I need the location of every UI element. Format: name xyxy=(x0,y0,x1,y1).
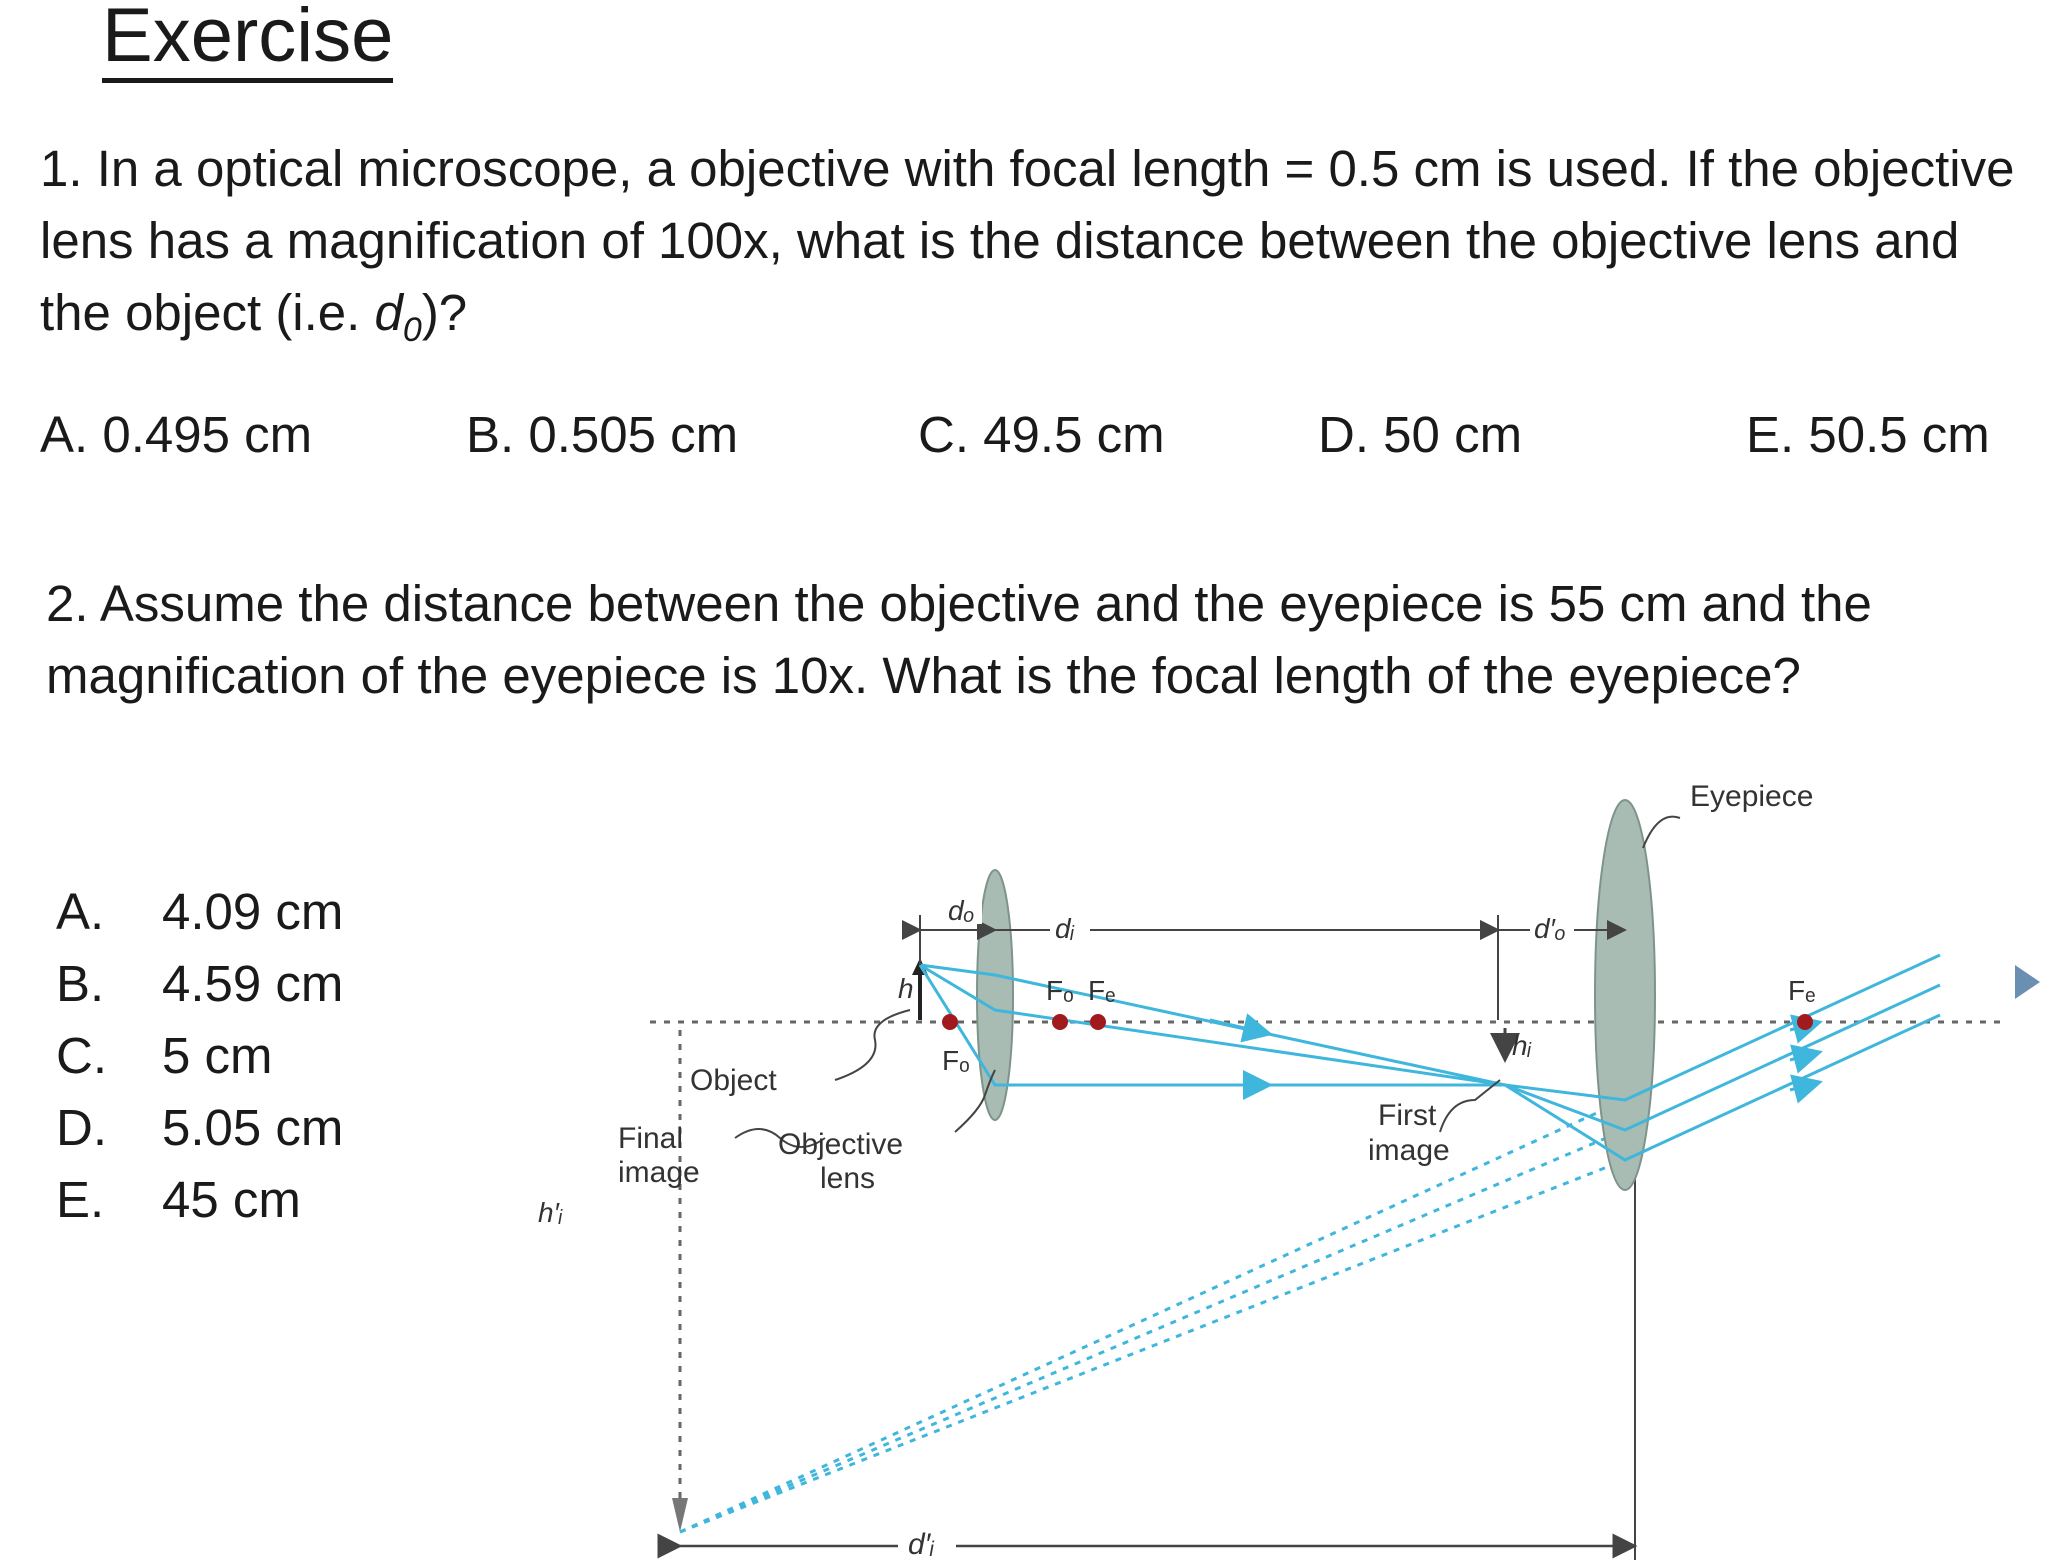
objective-label-2: lens xyxy=(820,1162,876,1195)
fo-right-label: Fₒ xyxy=(1046,975,1074,1006)
q1-choice-e: E. 50.5 cm xyxy=(1746,406,1990,463)
final-image-height-label: h′ᵢ xyxy=(538,1197,563,1228)
object-height-label: h xyxy=(898,973,914,1004)
q2-choice-c xyxy=(56,1020,343,1092)
eyepiece-label: Eyepiece xyxy=(1690,780,1814,813)
final-image-arrow xyxy=(672,1498,688,1532)
page-title: Exercise xyxy=(102,0,393,83)
do-label: dₒ xyxy=(948,895,975,926)
final-image-label-2: image xyxy=(618,1156,700,1189)
question-1 xyxy=(40,133,2020,366)
fo-left-label: Fₒ xyxy=(942,1045,970,1076)
first-image-label-1: First xyxy=(1378,1099,1437,1132)
object-label: Object xyxy=(690,1064,777,1097)
q1-choice-d: D. 50 cm xyxy=(1318,406,1523,463)
choice-letter: E. xyxy=(56,1171,105,1228)
di-prime-label: d′ᵢ xyxy=(908,1528,935,1561)
choice-value: 5.05 cm xyxy=(162,1099,344,1156)
final-image-label-1: Final xyxy=(618,1122,684,1155)
focal-point-fo-left xyxy=(942,1014,958,1030)
focal-point-fe-right xyxy=(1797,1014,1813,1030)
choice-letter: C. xyxy=(56,1027,107,1084)
q2-choice-d xyxy=(56,1092,343,1164)
q2-choice-a xyxy=(56,876,343,948)
choice-letter: A. xyxy=(56,883,105,940)
choice-value: 4.59 cm xyxy=(162,955,344,1012)
choice-letter: D. xyxy=(56,1099,107,1156)
objective-label-1: Objective xyxy=(778,1128,904,1161)
question-1-text: 1. In a optical microscope, a objective with focal length = 0.5 cm is used. If the objective lens has a magnification of 100x, what is the distance between the objective lens and the object (i.e. xyxy=(40,140,2015,341)
question-2-text: 2. Assume the distance between the objective and the eyepiece is 55 cm and the magnification of the eyepiece is 10x. What is the focal length of the eyepiece? xyxy=(46,575,1872,704)
question-1-subscript: 0 xyxy=(402,311,422,350)
choice-value: 45 cm xyxy=(162,1171,301,1228)
choice-value: 4.09 cm xyxy=(162,883,344,940)
eye-icon xyxy=(2015,965,2040,999)
first-image-label-2: image xyxy=(1368,1134,1450,1167)
choice-value: 5 cm xyxy=(162,1027,273,1084)
microscope-diagram xyxy=(538,770,2040,1562)
choice-letter: B. xyxy=(56,955,105,1012)
virtual-ray-3 xyxy=(680,1160,1625,1532)
fe-right-label: Fₑ xyxy=(1788,975,1816,1006)
di-label: dᵢ xyxy=(1055,913,1075,944)
first-image-height-label: hᵢ xyxy=(1512,1030,1532,1061)
fe-mid-label: Fₑ xyxy=(1088,975,1116,1006)
question-1-variable: d xyxy=(374,284,403,341)
question-1-text-end: )? xyxy=(421,284,468,341)
q1-choice-c: C. 49.5 cm xyxy=(918,406,1165,463)
q1-choice-a: A. 0.495 cm xyxy=(40,406,313,463)
focal-point-fo-right xyxy=(1052,1014,1068,1030)
q2-choice-e xyxy=(56,1164,343,1236)
q1-choice-b: B. 0.505 cm xyxy=(466,406,739,463)
de-label: d′ₒ xyxy=(1534,913,1566,944)
focal-point-fe-left xyxy=(1090,1014,1106,1030)
q2-choice-b xyxy=(56,948,343,1020)
q2-choice-list xyxy=(56,876,343,1236)
